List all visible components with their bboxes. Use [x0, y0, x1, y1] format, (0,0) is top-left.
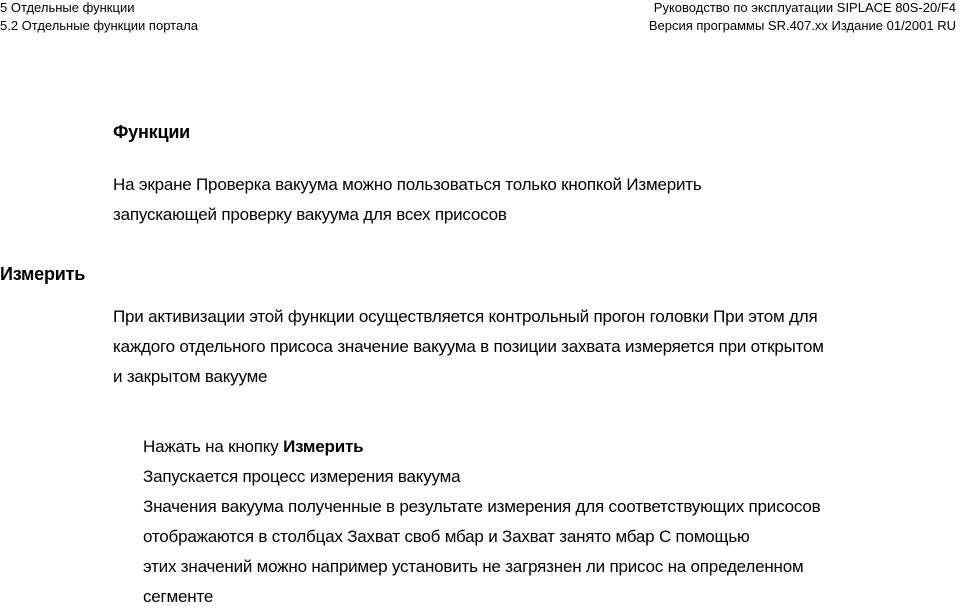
measure-heading: Измерить	[0, 264, 86, 284]
manual-title: Руководство по эксплуатации SIPLACE 80S-20/F4	[653, 0, 956, 15]
step-1	[143, 432, 961, 462]
step-3-line-1: Значения вакуума полученные в результате измерения для соответствующих присосов	[143, 497, 821, 516]
step-3-line-3: этих значений можно например установить не загрязнен ли присос на определенном	[143, 557, 804, 576]
chapter-title: 5 Отдельные функции	[0, 0, 135, 15]
measure-desc-line-3: и закрытом вакууме	[113, 367, 268, 386]
section-title: 5.2 Отдельные функции портала	[0, 18, 198, 33]
functions-line-2: запускающей проверку вакуума для всех присосов	[113, 205, 507, 224]
step-1-text: Нажать на кнопку	[143, 437, 284, 456]
version-info: Версия программы SR.407.xx Издание 01/2001 RU	[648, 18, 956, 33]
step-2: Запускается процесс измерения вакуума	[143, 467, 461, 486]
step-1-button-name: Измерить	[283, 437, 364, 456]
measure-steps	[143, 432, 961, 612]
functions-line-1: На экране Проверка вакуума можно пользоваться только кнопкой Измерить	[113, 175, 702, 194]
step-3-line-2: отображаются в столбцах Захват своб мбар и Захват занято мбар С помощью	[143, 527, 750, 546]
functions-paragraph	[113, 170, 933, 230]
measure-description	[113, 302, 961, 392]
functions-heading: Функции	[113, 122, 191, 142]
measure-desc-line-1: При активизации этой функции осуществляется контрольный прогон головки При этом для	[113, 307, 818, 326]
step-3-line-4: сегменте	[143, 587, 214, 606]
measure-desc-line-2: каждого отдельного присоса значение вакуума в позиции захвата измеряется при открытом	[113, 337, 824, 356]
